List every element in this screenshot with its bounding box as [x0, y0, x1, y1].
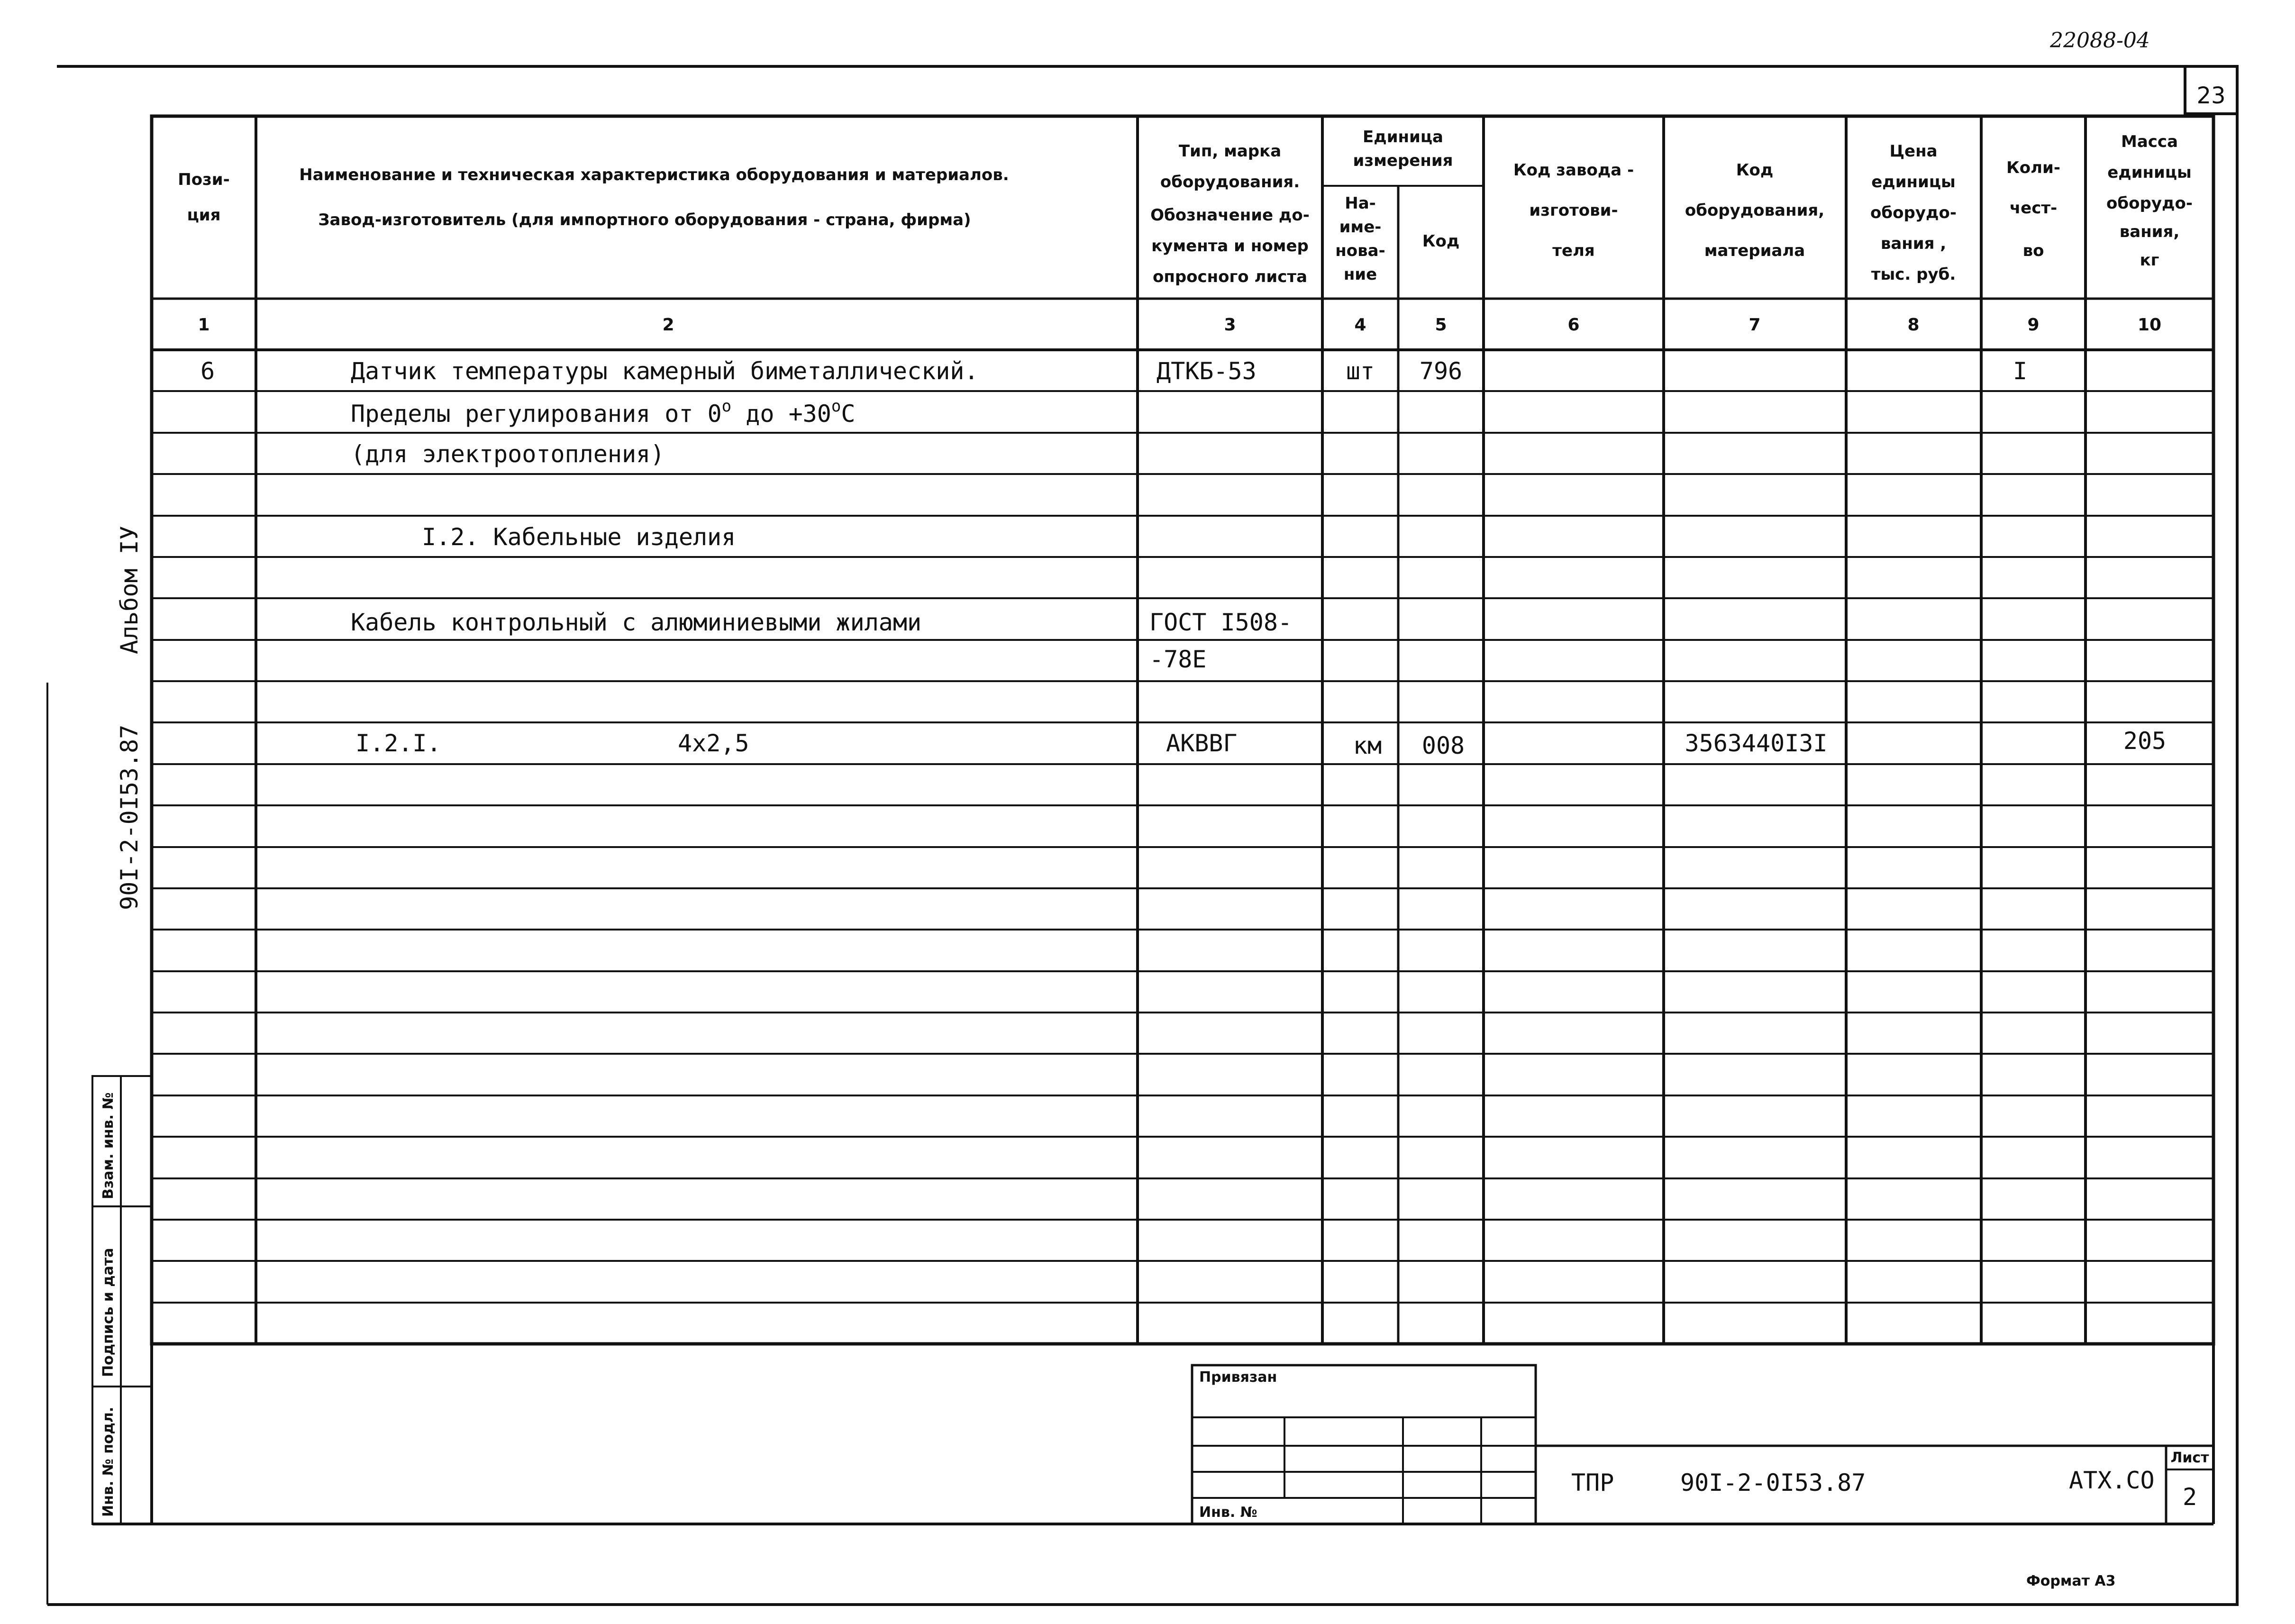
- row-name: Пределы регулирования от $0^о$ до $+30^оС$: [351, 397, 856, 428]
- header-unit-group-line2: измерения: [1353, 151, 1453, 170]
- stamp-inv-number: Инв. № подл.: [100, 1406, 117, 1517]
- column-number-10: 10: [2137, 315, 2162, 335]
- side-album-label: Альбом IУ: [116, 526, 143, 654]
- side-project-code: 90I-2-0I53.87: [116, 724, 143, 910]
- header-col7-line2: оборудования,: [1685, 201, 1825, 220]
- header-col7-line1: Код: [1736, 161, 1774, 180]
- row-name: Датчик температуры камерный биметаллический.: [351, 357, 979, 385]
- row-position: 6: [200, 357, 215, 385]
- header-col9-line3: во: [2022, 241, 2044, 260]
- column-number-8: 8: [1907, 315, 1920, 335]
- header-col9-line1: Коли-: [2006, 158, 2060, 177]
- row-name: Кабель контрольный с алюминиевыми жилами: [351, 609, 922, 636]
- column-number-3: 3: [1224, 315, 1236, 335]
- header-col8-line4: вания ,: [1880, 234, 1947, 253]
- header-col10-line2: единицы: [2107, 163, 2192, 182]
- row-unit-name: шт: [1346, 357, 1375, 385]
- header-col10-line4: вания,: [2119, 222, 2180, 241]
- page-number: 23: [2196, 82, 2226, 109]
- column-number-7: 7: [1749, 315, 1761, 335]
- title-block-bound-label: Привязан: [1199, 1369, 1277, 1386]
- row-unit-code: 796: [1419, 357, 1463, 385]
- title-block-sheet-label: Лист: [2170, 1450, 2209, 1466]
- column-number-1: 1: [198, 315, 210, 335]
- header-col3-line4: кумента и номер: [1151, 237, 1309, 255]
- title-block-inv-label: Инв. №: [1199, 1504, 1257, 1521]
- header-col9-line2: чест-: [2009, 199, 2058, 218]
- format-label: Формат А3: [2026, 1573, 2116, 1589]
- header-col2-line1: Наименование и техническая характеристика оборудования и материалов.: [299, 165, 1009, 184]
- title-block-project-code: 90I-2-0I53.87: [1680, 1469, 1866, 1496]
- column-number-6: 6: [1567, 315, 1580, 335]
- header-col8-line1: Цена: [1889, 142, 1938, 161]
- header-col7-line3: материала: [1704, 241, 1805, 260]
- header-col3-line5: опросного листа: [1152, 267, 1308, 286]
- row-type-continued: -78Е: [1149, 646, 1207, 673]
- header-col4-line1: На-: [1345, 194, 1376, 213]
- header-col8-line3: оборудо-: [1870, 203, 1957, 222]
- header-col4-line2: име-: [1339, 218, 1382, 237]
- stamp-ref-number: Взам. инв. №: [100, 1092, 117, 1199]
- header-col1-line2: ция: [187, 206, 221, 225]
- header-col4-line4: ние: [1343, 265, 1377, 284]
- header-col6-line2: изготови-: [1529, 201, 1618, 220]
- row-type: АКВВГ: [1166, 730, 1238, 757]
- header-col2-line2: Завод-изготовитель (для импортного оборудования - страна, фирма): [318, 210, 971, 229]
- stamp-sign-date: Подпись и дата: [100, 1248, 117, 1377]
- header-col10-line5: кг: [2140, 251, 2159, 270]
- column-number-2: 2: [662, 315, 674, 335]
- column-number-9: 9: [2027, 315, 2040, 335]
- title-block-doc-code: АТХ.СО: [2069, 1467, 2155, 1494]
- row-mass: 205: [2123, 727, 2167, 755]
- row-unit-name: км: [1353, 732, 1382, 759]
- header-col10-line3: оборудо-: [2106, 194, 2193, 213]
- column-number-4: 4: [1354, 315, 1366, 335]
- title-block-type: ТПР: [1571, 1469, 1614, 1496]
- archive-number: 22088-04: [2050, 28, 2150, 53]
- header-col6-line1: Код завода -: [1513, 161, 1634, 180]
- row-name: (для электроотопления): [351, 440, 665, 468]
- header-col8-line2: единицы: [1871, 173, 1956, 192]
- row-unit-code: 008: [1421, 732, 1465, 759]
- row-position: I.2.I.: [355, 730, 441, 757]
- header-col3-line2: оборудования.: [1160, 173, 1300, 192]
- header-col5: Код: [1422, 232, 1460, 251]
- header-col3-line1: Тип, марка: [1178, 142, 1282, 161]
- row-quantity: I: [2013, 357, 2028, 385]
- header-col3-line3: Обозначение до-: [1150, 206, 1310, 225]
- row-type: ДТКБ-53: [1157, 357, 1257, 385]
- header-col6-line3: теля: [1552, 241, 1595, 260]
- column-number-5: 5: [1435, 315, 1447, 335]
- row-material-code: 3563440I3I: [1685, 730, 1828, 757]
- section-heading: I.2. Кабельные изделия: [422, 523, 736, 551]
- row-size: 4х2,5: [678, 730, 749, 757]
- row-type: ГОСТ I508-: [1149, 609, 1293, 636]
- header-col4-line3: нова-: [1335, 241, 1385, 260]
- title-block-sheet-number: 2: [2183, 1483, 2197, 1511]
- header-col8-line5: тыс. руб.: [1871, 265, 1956, 284]
- header-col10-line1: Масса: [2121, 132, 2178, 151]
- header-unit-group-line1: Единица: [1363, 128, 1443, 146]
- header-col1-line1: Пози-: [178, 170, 230, 189]
